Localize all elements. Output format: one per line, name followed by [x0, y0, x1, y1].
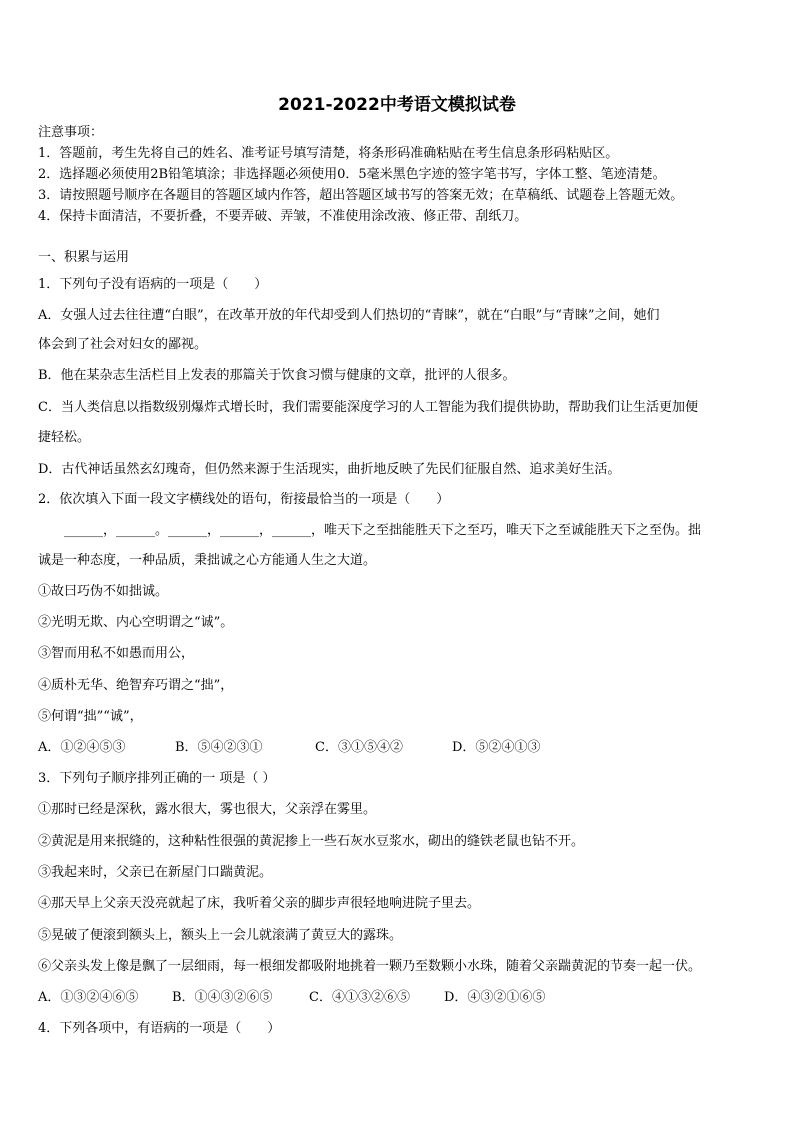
- notice-heading: 注意事项：: [38, 125, 104, 140]
- notice-item-2: 2．选择题必须使用2B铅笔填涂；非选择题必须使用0．5毫米黑色字迹的签字笔书写，字体工整、笔迹清楚。: [38, 167, 666, 182]
- q3-sentence-5: ⑤晃破了便滚到额头上，额头上一会儿就滚满了黄豆大的露珠。: [38, 928, 403, 943]
- q2-sentence-5: ⑤何谓“拙”“诚”，: [38, 709, 143, 724]
- q3-option-b: B．①④③②⑥⑤: [172, 990, 273, 1005]
- q2-option-d: D．⑤②④①③: [452, 740, 541, 755]
- notice-item-4: 4．保持卡面清洁，不要折叠，不要弄破、弄皱，不准使用涂改液、修正带、刮纸刀。: [38, 209, 528, 224]
- q3-sentence-2: ②黄泥是用来抿缝的，这种粘性很强的黄泥掺上一些石灰水豆浆水，砌出的缝铁老鼠也钻不开。: [38, 834, 585, 849]
- q2-sentence-4: ④质朴无华、绝智弃巧谓之“拙”，: [38, 678, 234, 693]
- q1-option-c-line1: C．当人类信息以指数级别爆炸式增长时，我们需要能深度学习的人工智能为我们提供协助，帮助我们让生活更加便: [38, 400, 698, 415]
- q2-stem: 2．依次填入下面一段文字横线处的语句，衔接最恰当的一项是（ ）: [38, 492, 450, 507]
- notice-item-3: 3．请按照题号顺序在各题目的答题区域内作答，超出答题区域书写的答案无效；在草稿纸、试题卷上答题无效。: [38, 188, 684, 203]
- q2-sentence-2: ②光明无欺、内心空明谓之“诚”。: [38, 615, 234, 630]
- q1-option-b: B．他在某杂志生活栏目上发表的那篇关于饮食习惯与健康的文章，批评的人很多。: [38, 368, 516, 383]
- q3-sentence-3: ③我起来时，父亲已在新屋门口踹黄泥。: [38, 865, 273, 880]
- q2-sentence-3: ③智而用私不如愚而用公，: [38, 646, 195, 661]
- q1-option-d: D．古代神话虽然玄幻瑰奇，但仍然来源于生活现实，曲折地反映了先民们征服自然、追求美好生活。: [38, 462, 621, 477]
- q2-option-c: C．③①⑤④②: [315, 740, 403, 755]
- q2-option-a: A．①②④⑤③: [38, 740, 126, 755]
- q1-stem: 1．下列句子没有语病的一项是（ ）: [38, 277, 268, 292]
- section-heading: 一、积累与运用: [38, 250, 130, 265]
- q3-option-c: C．④①③②⑥⑤: [309, 990, 410, 1005]
- page-title: 2021-2022中考语文模拟试卷: [278, 95, 516, 115]
- q3-sentence-1: ①那时已经是深秋，露水很大，雾也很大，父亲浮在雾里。: [38, 802, 377, 817]
- q4-stem: 4．下列各项中，有语病的一项是（ ）: [38, 1021, 281, 1036]
- q3-option-d: D．④③②①⑥⑤: [444, 990, 546, 1005]
- q1-option-c-line2: 捷轻松。: [38, 430, 91, 445]
- q1-option-a-line1: A．女强人过去往往遭“白眼”，在改革开放的年代却受到人们热切的“青睐”，就在“白眼”与“青睐”之间，她们: [38, 308, 660, 323]
- notice-item-1: 1．答题前，考生先将自己的姓名、准考证号填写清楚，将条形码准确粘贴在考生信息条形码粘贴区。: [38, 146, 619, 161]
- q3-stem: 3．下列句子顺序排列正确的一 项是（ ）: [38, 771, 276, 786]
- q3-sentence-4: ④那天早上父亲天没亮就起了床，我听着父亲的脚步声很轻地响进院子里去。: [38, 896, 481, 911]
- q3-option-a: A．①③②④⑥⑤: [38, 990, 139, 1005]
- q2-option-b: B．⑤④②③①: [175, 740, 263, 755]
- q2-passage-line2: 诚是一种态度，一种品质，秉拙诚之心方能通人生之大道。: [38, 553, 377, 568]
- q3-sentence-6: ⑥父亲头发上像是飘了一层细雨，每一根细发都吸附地挑着一颗乃至数颗小水珠，随着父亲踹黄泥的节奏一起一伏。: [38, 959, 702, 974]
- q2-sentence-1: ①故曰巧伪不如拙诚。: [38, 584, 169, 599]
- q1-option-a-line2: 体会到了社会对妇女的鄙视。: [38, 337, 208, 352]
- q2-passage-line1: ______，______。______，______，______，唯天下之至拙能胜天下之至巧，唯天下之至诚能胜天下之至伪。拙: [64, 523, 702, 538]
